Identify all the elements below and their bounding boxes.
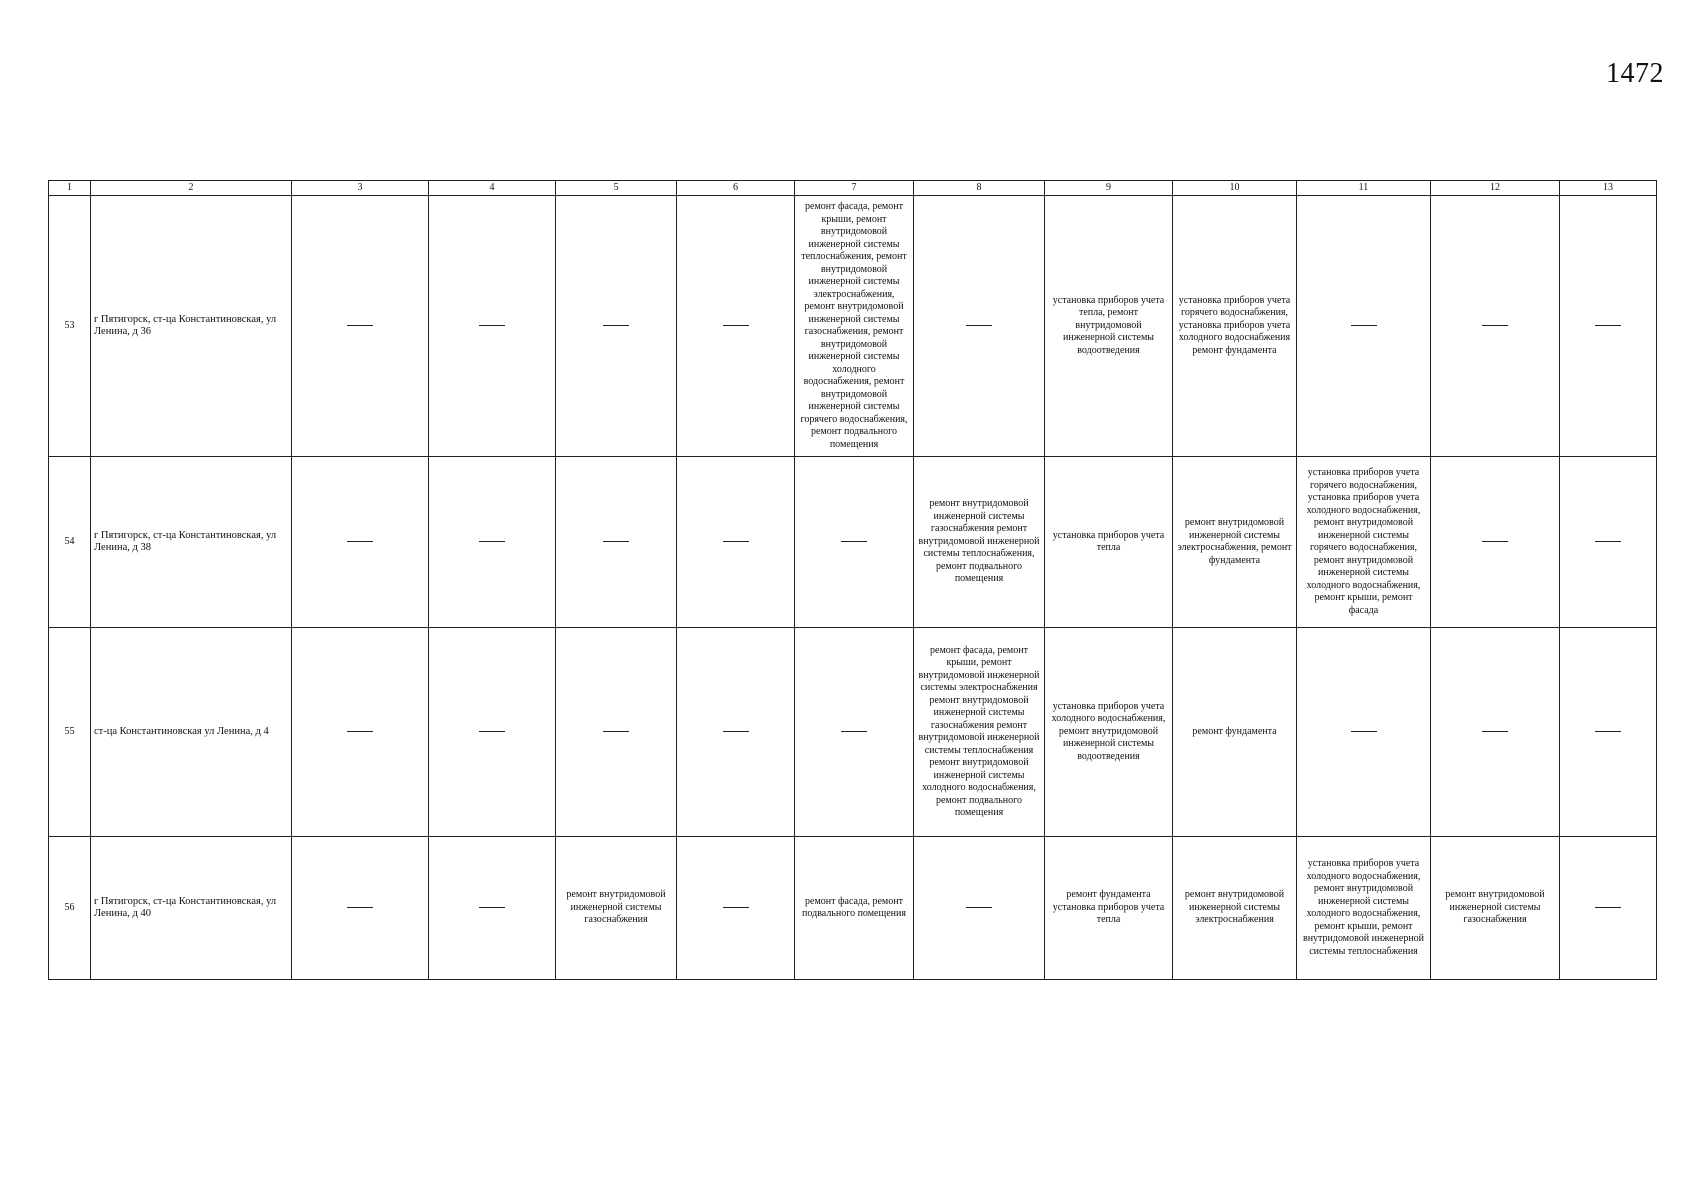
dash-mark: [1351, 731, 1377, 732]
table-cell: [1431, 196, 1560, 457]
dash-mark: [1482, 541, 1508, 542]
table-cell: установка приборов учета холодного водоснабжения, ремонт внутридомовой инженерной системы холодного водоснабжения, ремонт крыши, ремонт внутридомовой инженерной системы теплоснабжения: [1297, 837, 1431, 980]
dash-mark: [1351, 325, 1377, 326]
table-row: [49, 196, 1657, 457]
table-cell: [556, 628, 677, 837]
table-cell: [1431, 628, 1560, 837]
dash-mark: [347, 325, 373, 326]
column-header: 11: [1297, 181, 1431, 196]
dash-mark: [1595, 541, 1621, 542]
table-cell: ремонт внутридомовой инженерной системы газоснабжения ремонт внутридомовой инженерной системы теплоснабжения, ремонт подвального помещения: [914, 457, 1045, 628]
table-cell: [914, 196, 1045, 457]
column-header: 8: [914, 181, 1045, 196]
dash-mark: [479, 541, 505, 542]
dash-mark: [479, 731, 505, 732]
repair-schedule-table: [48, 180, 1657, 980]
address-cell: г Пятигорск, ст-ца Константиновская, ул Ленина, д 36: [91, 196, 292, 457]
table-cell: установка приборов учета горячего водоснабжения, установка приборов учета холодного водоснабжения ремонт фундамента: [1173, 196, 1297, 457]
table-cell: [677, 837, 795, 980]
page-number: 1472: [1606, 58, 1664, 89]
table-cell: [1297, 196, 1431, 457]
dash-mark: [603, 325, 629, 326]
address-cell: ст-ца Константиновская ул Ленина, д 4: [91, 628, 292, 837]
dash-mark: [479, 907, 505, 908]
column-header: 4: [429, 181, 556, 196]
dash-mark: [966, 325, 992, 326]
dash-mark: [841, 541, 867, 542]
table-row: [49, 628, 1657, 837]
dash-mark: [347, 731, 373, 732]
row-number: 56: [49, 837, 91, 980]
table-cell: установка приборов учета холодного водоснабжения, ремонт внутридомовой инженерной системы водоотведения: [1045, 628, 1173, 837]
column-header: 3: [292, 181, 429, 196]
address-cell: г Пятигорск, ст-ца Константиновская, ул Ленина, д 40: [91, 837, 292, 980]
table-cell: установка приборов учета горячего водоснабжения, установка приборов учета холодного водоснабжения, ремонт внутридомовой инженерной системы горячего водоснабжения, ремонт внутридомовой инженерной системы холодного водоснабжения, ремонт крыши, ремонт фасада: [1297, 457, 1431, 628]
table-cell: ремонт фундамента: [1173, 628, 1297, 837]
column-header: 10: [1173, 181, 1297, 196]
column-header: 7: [795, 181, 914, 196]
dash-mark: [1482, 731, 1508, 732]
table-cell: [556, 457, 677, 628]
table-cell: [292, 196, 429, 457]
dash-mark: [603, 541, 629, 542]
dash-mark: [723, 325, 749, 326]
table-cell: [556, 196, 677, 457]
table-cell: [1560, 196, 1657, 457]
column-header: 9: [1045, 181, 1173, 196]
table-cell: [1297, 628, 1431, 837]
table-row: [49, 837, 1657, 980]
column-header: 2: [91, 181, 292, 196]
table-cell: [1431, 457, 1560, 628]
table-cell: [677, 196, 795, 457]
table-cell: [795, 628, 914, 837]
row-number: 53: [49, 196, 91, 457]
row-number: 55: [49, 628, 91, 837]
table-cell: [1560, 457, 1657, 628]
table-cell: [677, 457, 795, 628]
table-cell: [1560, 628, 1657, 837]
table-cell: [292, 628, 429, 837]
dash-mark: [603, 731, 629, 732]
table-cell: [429, 628, 556, 837]
table-cell: ремонт внутридомовой инженерной системы электроснабжения, ремонт фундамента: [1173, 457, 1297, 628]
table-cell: установка приборов учета тепла, ремонт внутридомовой инженерной системы водоотведения: [1045, 196, 1173, 457]
dash-mark: [841, 731, 867, 732]
table-cell: ремонт внутридомовой инженерной системы электроснабжения: [1173, 837, 1297, 980]
table-cell: ремонт фасада, ремонт подвального помещения: [795, 837, 914, 980]
table-cell: [429, 196, 556, 457]
table-cell: ремонт фасада, ремонт крыши, ремонт внутридомовой инженерной системы теплоснабжения, ремонт внутридомовой инженерной системы электроснабжения, ремонт внутридомовой инженерной системы газоснабжения, ремонт внутридомовой инженерной системы холодного водоснабжения, ремонт внутридомовой инженерной системы горячего водоснабжения, ремонт подвального помещения: [795, 196, 914, 457]
row-number: 54: [49, 457, 91, 628]
table-cell: ремонт внутридомовой инженерной системы газоснабжения: [556, 837, 677, 980]
table-cell: [429, 457, 556, 628]
dash-mark: [1595, 907, 1621, 908]
dash-mark: [1595, 731, 1621, 732]
dash-mark: [347, 541, 373, 542]
dash-mark: [479, 325, 505, 326]
dash-mark: [1482, 325, 1508, 326]
table-cell: установка приборов учета тепла: [1045, 457, 1173, 628]
table-cell: ремонт фундамента установка приборов учета тепла: [1045, 837, 1173, 980]
dash-mark: [723, 907, 749, 908]
column-header: 1: [49, 181, 91, 196]
table-cell: [292, 457, 429, 628]
address-cell: г Пятигорск, ст-ца Константиновская, ул Ленина, д 38: [91, 457, 292, 628]
table-cell: [677, 628, 795, 837]
column-header: 5: [556, 181, 677, 196]
table-cell: [914, 837, 1045, 980]
column-header: 13: [1560, 181, 1657, 196]
column-header: 12: [1431, 181, 1560, 196]
column-number-header-row: [49, 181, 1657, 196]
table-cell: ремонт внутридомовой инженерной системы газоснабжения: [1431, 837, 1560, 980]
dash-mark: [723, 541, 749, 542]
dash-mark: [966, 907, 992, 908]
column-header: 6: [677, 181, 795, 196]
dash-mark: [347, 907, 373, 908]
table-cell: [1560, 837, 1657, 980]
table-cell: [429, 837, 556, 980]
table-cell: ремонт фасада, ремонт крыши, ремонт внутридомовой инженерной системы электроснабжения ремонт внутридомовой инженерной системы газоснабжения ремонт внутридомовой инженерной системы теплоснабжения ремонт внутридомовой инженерной системы холодного водоснабжения, ремонт подвального помещения: [914, 628, 1045, 837]
table-cell: [795, 457, 914, 628]
table-cell: [292, 837, 429, 980]
table-row: [49, 457, 1657, 628]
dash-mark: [1595, 325, 1621, 326]
dash-mark: [723, 731, 749, 732]
